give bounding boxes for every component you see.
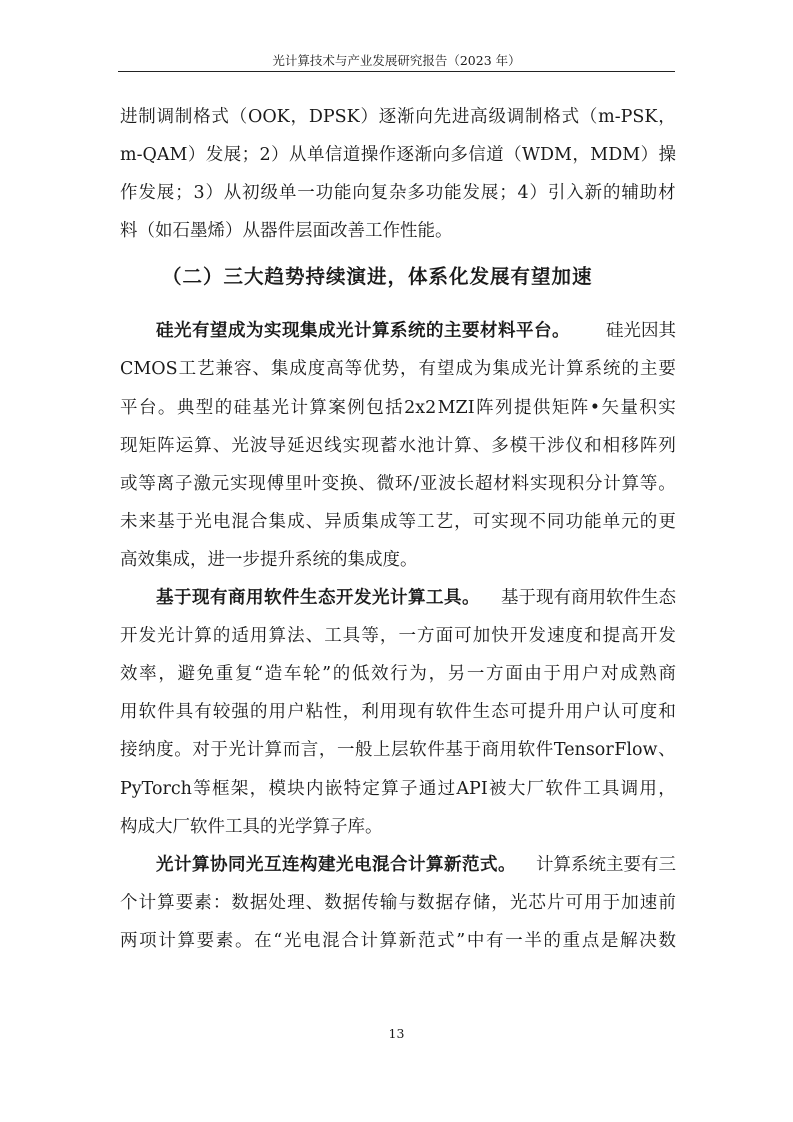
text-line: 现 矩 阵 运 算 、 光 波 导 延 迟 线 实 现 蓄 水 池 计 算 、 多 模 干 涉 仪 和 相 移 阵 列	[120, 435, 676, 456]
page-number: 13	[388, 1026, 405, 1041]
text-line: 构成大厂软件工具的光学算子库。	[120, 816, 383, 837]
text-line: 效 率 ， 避 免 重 复 “ 造 车 轮 ” 的 低 效 行 为 ， 另 一 方 面 由 于 用 户 对 成 熟 商	[120, 664, 676, 685]
text-line: 料（如石墨烯）从器件层面改善工作性能。	[120, 221, 453, 242]
text-line: 平 台 。 典 型 的 硅 基 光 计 算 案 例 包 括 2x2 MZI 阵 列 提 供 矩 阵 • 矢 量 积 实	[120, 397, 676, 418]
paragraph-4	[120, 846, 676, 960]
text-line: PyTorch 等 框 架 ， 模 块 内 嵌 特 定 算 子 通 过 API 被 大 厂 软 件 工 具 调 用 ，	[120, 778, 676, 799]
paragraph-1	[120, 98, 676, 250]
text-line: 个 计 算 要 素 ： 数 据 处 理 、 数 据 传 输 与 数 据 存 储 ， 光 芯 片 可 用 于 加 速 前	[120, 892, 676, 913]
text-line-first	[120, 579, 676, 617]
text-line-first	[120, 846, 676, 884]
lead-sentence: 基于现有商用软件生态开发光计算工具。	[156, 588, 480, 609]
lead-sentence: 硅光有望成为实现集成光计算系统的主要材料平台。	[156, 321, 570, 342]
text-line: 两 项 计 算 要 素 。 在 “ 光 电 混 合 计 算 新 范 式 ” 中 有 一 半 的 重 点 是 解 决 数	[120, 930, 676, 951]
lead-sentence: 光计算协同光互连构建光电混合计算新范式。	[156, 854, 516, 875]
text-line: m-QAM ） 发 展 ； 2 ） 从 单 信 道 操 作 逐 渐 向 多 信 道 （ WDM ， MDM ） 操	[120, 145, 676, 166]
lead-rest: 基于现有商用软件生态	[501, 588, 676, 609]
text-line: CMOS 工 艺 兼 容 、 集 成 度 高 等 优 势 ， 有 望 成 为 集 成 光 计 算 系 统 的 主 要	[120, 359, 676, 380]
lead-rest: 硅光因其	[606, 321, 676, 342]
text-line: 用 软 件 具 有 较 强 的 用 户 粘 性 ， 利 用 现 有 软 件 生 态 可 提 升 用 户 认 可 度 和	[120, 702, 676, 723]
running-header: 光计算技术与产业发展研究报告（2023 年）	[272, 53, 521, 68]
text-line: 接 纳 度 。 对 于 光 计 算 而 言 ， 一 般 上 层 软 件 基 于 商 用 软 件 Tensor Flow 、	[120, 740, 676, 761]
section-heading: （二）三大趋势持续演进，体系化发展有望加速	[162, 265, 593, 289]
text-line: 开 发 光 计 算 的 适 用 算 法 、 工 具 等 ， 一 方 面 可 加 快 开 发 速 度 和 提 高 开 发	[120, 626, 676, 647]
text-line: 或 等 离 子 激 元 实 现 傅 里 叶 变 换 、 微 环 / 亚 波 长 超 材 料 实 现 积 分 计 算 等 。	[120, 473, 676, 494]
text-line-first	[120, 312, 676, 350]
text-line: 进 制 调 制 格 式 （ OOK ， DPSK ） 逐 渐 向 先 进 高 级 调 制 格 式 （ m-PSK ，	[120, 107, 676, 127]
header-rule	[118, 71, 675, 72]
text-line: 作 发 展 ； 3 ） 从 初 级 单 一 功 能 向 复 杂 多 功 能 发 展 ； 4 ） 引 入 新 的 辅 助 材	[120, 183, 676, 204]
text-line: 未 来 基 于 光 电 混 合 集 成 、 异 质 集 成 等 工 艺 ， 可 实 现 不 同 功 能 单 元 的 更	[120, 511, 676, 532]
paragraph-3	[120, 579, 676, 846]
paragraph-2	[120, 312, 676, 579]
text-line: 高效集成，进一步提升系统的集成度。	[120, 549, 418, 570]
page-body	[120, 98, 676, 960]
lead-rest: 计算系统主要有三	[536, 854, 676, 875]
